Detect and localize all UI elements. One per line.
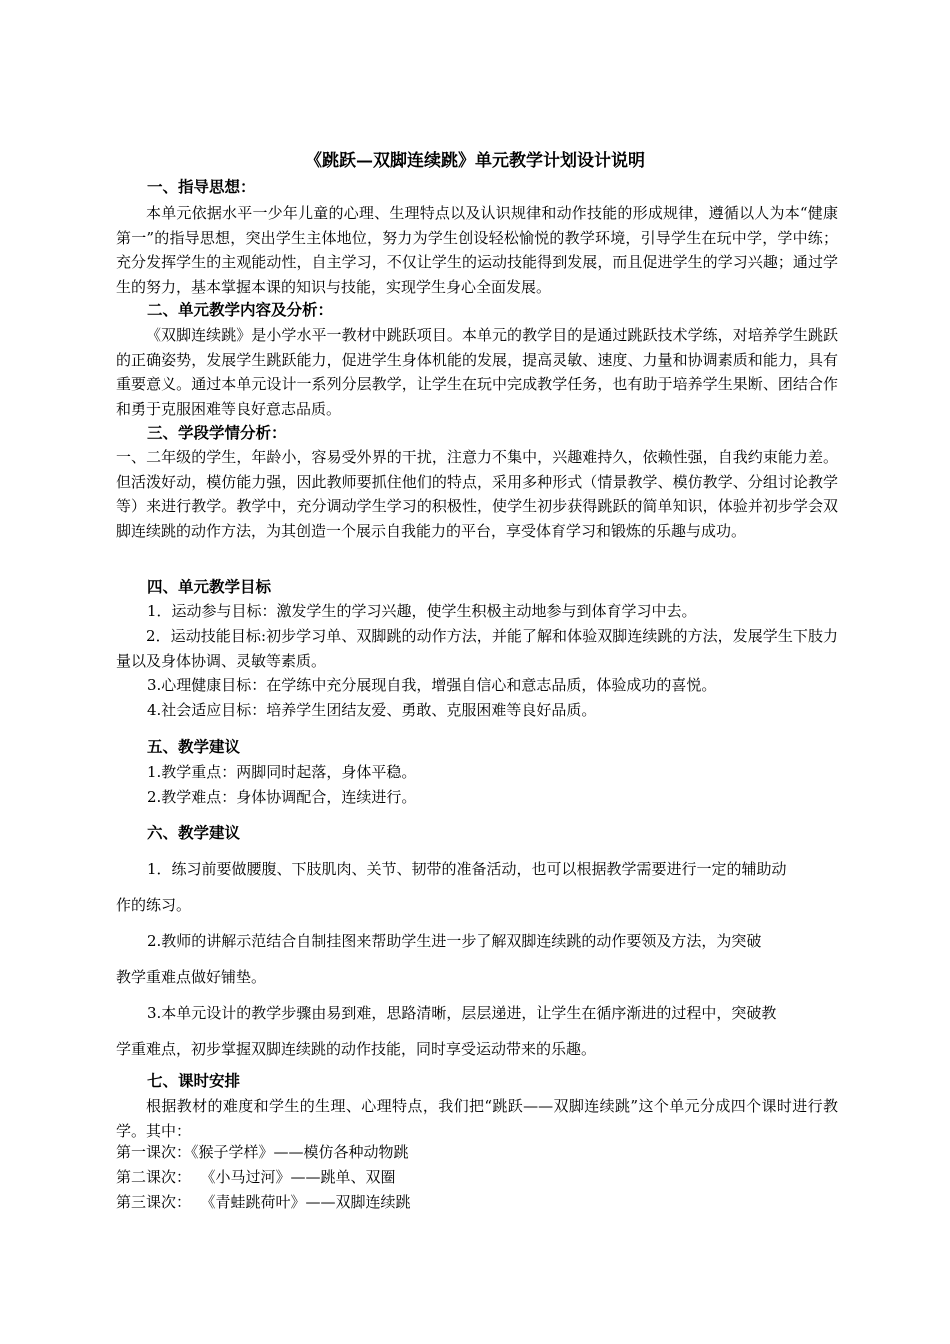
advice-item bbox=[116, 928, 761, 1000]
advice-item-line: 教学重难点做好铺垫。 bbox=[116, 968, 267, 986]
section-text-schedule: 根据教材的难度和学生的生理、心理特点，我们把“跳跃——双脚连续跳”这个单元分成四个课时进行教学。其中： bbox=[116, 1097, 838, 1140]
document-title: 《跳跃—双脚连续跳》单元教学计划设计说明 bbox=[305, 151, 645, 171]
advice-item-line: 作的练习。 bbox=[116, 896, 192, 914]
section-heading-teaching-advice-1: 五、教学建议 bbox=[147, 737, 241, 756]
section-heading-guiding-ideology: 一、指导思想： bbox=[147, 177, 256, 196]
lesson-item: 第一课次：《猴子学样》——模仿各种动物跳 bbox=[116, 1143, 409, 1161]
advice-item bbox=[116, 856, 787, 928]
lesson-item: 第三课次： 《青蛙跳荷叶》——双脚连续跳 bbox=[116, 1193, 411, 1211]
advice-item-line: 1．练习前要做腰腹、下肢肌肉、关节、韧带的准备活动，也可以根据教学需要进行一定的辅助动 bbox=[147, 860, 787, 878]
section-heading-learner-analysis: 三、学段学情分析： bbox=[147, 423, 287, 442]
goal-item: 3.心理健康目标：在学练中充分展现自我，增强自信心和意志品质，体验成功的喜悦。 bbox=[147, 676, 717, 694]
goal-item: 2．运动技能目标:初步学习单、双脚跳的动作方法，并能了解和体验双脚连续跳的方法，发展学生下肢力量以及身体协调、灵敏等素质。 bbox=[116, 627, 838, 670]
goal-item: 4.社会适应目标：培养学生团结友爱、勇敢、克服困难等良好品质。 bbox=[147, 701, 597, 719]
section-heading-schedule: 七、课时安排 bbox=[147, 1071, 241, 1090]
section-text-guiding-ideology: 本单元依据水平一少年儿童的心理、生理特点以及认识规律和动作技能的形成规律，遵循以人为本“健康第一”的指导思想，突出学生主体地位，努力为学生创设轻松愉悦的教学环境，引导学生在玩中学，学中练；充分发挥学生的主观能动性，自主学习，不仅让学生的运动技能得到发展，而且促进学生的学习兴趣；通过学生的努力，基本掌握本课的知识与技能，实现学生身心全面发展。 bbox=[116, 204, 838, 296]
advice-item-line: 学重难点，初步掌握双脚连续跳的动作技能，同时享受运动带来的乐趣。 bbox=[116, 1040, 597, 1058]
advice-item bbox=[116, 1000, 776, 1072]
section-text-learner-analysis: 一、二年级的学生，年龄小，容易受外界的干扰，注意力不集中，兴趣难持久，依赖性强，自我约束能力差。但活泼好动，模仿能力强，因此教师要抓住他们的特点，采用多种形式（情景教学、模仿教学、分组讨论教学等）来进行教学。教学中，充分调动学生学习的积极性，使学生初步获得跳跃的简单知识，体验并初步学会双脚连续跳的动作方法，为其创造一个展示自我能力的平台，享受体育学习和锻炼的乐趣与成功。 bbox=[116, 448, 838, 540]
lesson-item: 第二课次： 《小马过河》——跳单、双圈 bbox=[116, 1168, 396, 1186]
key-point-item: 1.教学重点：两脚同时起落，身体平稳。 bbox=[147, 763, 417, 781]
section-heading-teaching-advice-2: 六、教学建议 bbox=[147, 823, 241, 842]
advice-item-line: 2.教师的讲解示范结合自制挂图来帮助学生进一步了解双脚连续跳的动作要领及方法，为突破 bbox=[147, 932, 762, 950]
section-text-content-analysis: 《双脚连续跳》是小学水平一教材中跳跃项目。本单元的教学目的是通过跳跃技术学练，对培养学生跳跃的正确姿势，发展学生跳跃能力，促进学生身体机能的发展，提高灵敏、速度、力量和协调素质和能力，具有重要意义。通过本单元设计一系列分层教学，让学生在玩中完成教学任务，也有助于培养学生果断、团结合作和勇于克服困难等良好意志品质。 bbox=[116, 326, 838, 418]
key-point-item: 2.教学难点：身体协调配合，连续进行。 bbox=[147, 788, 417, 806]
goal-item: 1．运动参与目标：激发学生的学习兴趣，使学生积极主动地参与到体育学习中去。 bbox=[147, 602, 697, 620]
advice-item-line: 3.本单元设计的教学步骤由易到难，思路清晰，层层递进，让学生在循序渐进的过程中，突破教 bbox=[147, 1004, 777, 1022]
section-heading-teaching-goals: 四、单元教学目标 bbox=[147, 577, 272, 596]
section-heading-content-analysis: 二、单元教学内容及分析： bbox=[147, 300, 334, 319]
